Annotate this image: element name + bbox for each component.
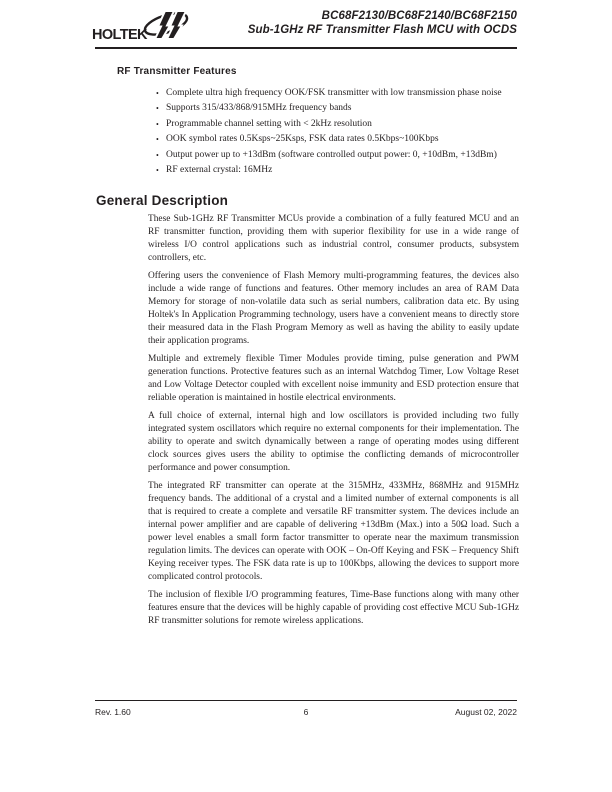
document-subtitle: Sub-1GHz RF Transmitter Flash MCU with OCDS (247, 23, 517, 36)
list-item (156, 133, 518, 146)
paragraph: Offering users the convenience of Flash Memory multi-programming features, the devices also include a wide range of functions and features. Other memory includes an area of RAM Data Memory for storage of non-volatile data such as serial numbers, calibration data etc. By using Holtek's In Application Programming technology, users have a convenient means to directly store their measured data in the Flash Program Memory as well as having the ability to easily update their application programs. (148, 270, 519, 347)
paragraph: A full choice of external, internal high and low oscillators is provided including two fully integrated system oscillators which require no external components for their implementation. The ability to operate and switch dynamically between a range of operating modes using different clock sources gives users the ability to optimise the conflicting demands of microcontroller performance and power consumption. (148, 410, 519, 474)
feature-text: OOK symbol rates 0.5Ksps~25Ksps, FSK data rates 0.5Kbps~100Kbps (166, 134, 439, 145)
paragraph: These Sub-1GHz RF Transmitter MCUs provide a combination of a fully featured MCU and an RF transmitter function, providing them with superior flexibility for use in a wide range of wireless I/O control applications such as industrial control, consumer products, subsystem controllers, etc. (148, 214, 519, 264)
features-list (156, 87, 518, 179)
page-number: 6 (303, 707, 309, 717)
feature-text: RF external crystal: 16MHz (166, 164, 273, 175)
footer-divider (95, 700, 517, 701)
bullet-icon: • (156, 165, 159, 175)
holtek-logo (92, 7, 194, 47)
general-description-body (148, 213, 519, 633)
page-footer (95, 707, 517, 717)
feature-text: Programmable channel setting with < 2kHz resolution (166, 118, 372, 129)
revision-label: Rev. 1.60 (95, 707, 131, 717)
feature-text: Supports 315/433/868/915MHz frequency bands (166, 103, 352, 114)
bullet-icon: • (156, 104, 159, 114)
general-description-heading: General Description (96, 193, 229, 208)
bullet-icon: • (156, 135, 159, 145)
logo-wordmark: HOLTEK (92, 27, 147, 43)
list-item (156, 149, 518, 162)
bullet-icon: • (156, 150, 159, 160)
paragraph: The integrated RF transmitter can operate at the 315MHz, 433MHz, 868MHz and 915MHz frequency bands. The additional of a crystal and a limited number of external components is all that is required to create a complete and versatile RF transmitter system. The devices include an internal power amplifier and are capable of delivering +13dBm (Max.) into a 50Ω load. Such a power level enables a small form factor transmitter to operate near the maximum transmission regulation limits. The devices can operate with OOK – On-Off Keying and FSK – Frequency Shift Keying receiver types. The FSK data rate is up to 100Kbps, allowing the devices to support more complicated control protocols. (148, 480, 519, 583)
list-item (156, 164, 518, 177)
part-numbers-title: BC68F2130/BC68F2140/BC68F2150 (321, 10, 517, 22)
paragraph: The inclusion of flexible I/O programming features, Time-Base functions along with many other features ensure that the devices will be highly capable of providing cost effective MCU Sub-1GHz RF transmitter solutions for remote wireless applications. (148, 590, 519, 627)
list-item (156, 102, 518, 115)
header-divider (95, 47, 517, 49)
document-header-titles (248, 10, 517, 37)
features-section-heading: RF Transmitter Features (117, 66, 237, 77)
paragraph: Multiple and extremely flexible Timer Modules provide timing, pulse generation and PWM generation functions. Protective features such as an internal Watchdog Timer, Low Voltage Reset and Low Voltage Detector coupled with excellent noise immunity and ESD protection ensure that reliable operation is maintained in hostile electrical environments. (148, 353, 519, 404)
feature-text: Complete ultra high frequency OOK/FSK transmitter with low transmission phase noise (166, 88, 502, 98)
release-date: August 02, 2022 (455, 707, 518, 717)
bullet-icon: • (156, 119, 159, 129)
list-item (156, 118, 518, 131)
list-item (156, 87, 518, 100)
bullet-icon: • (156, 89, 159, 98)
feature-text: Output power up to +13dBm (software controlled output power: 0, +10dBm, +13dBm) (166, 149, 497, 160)
